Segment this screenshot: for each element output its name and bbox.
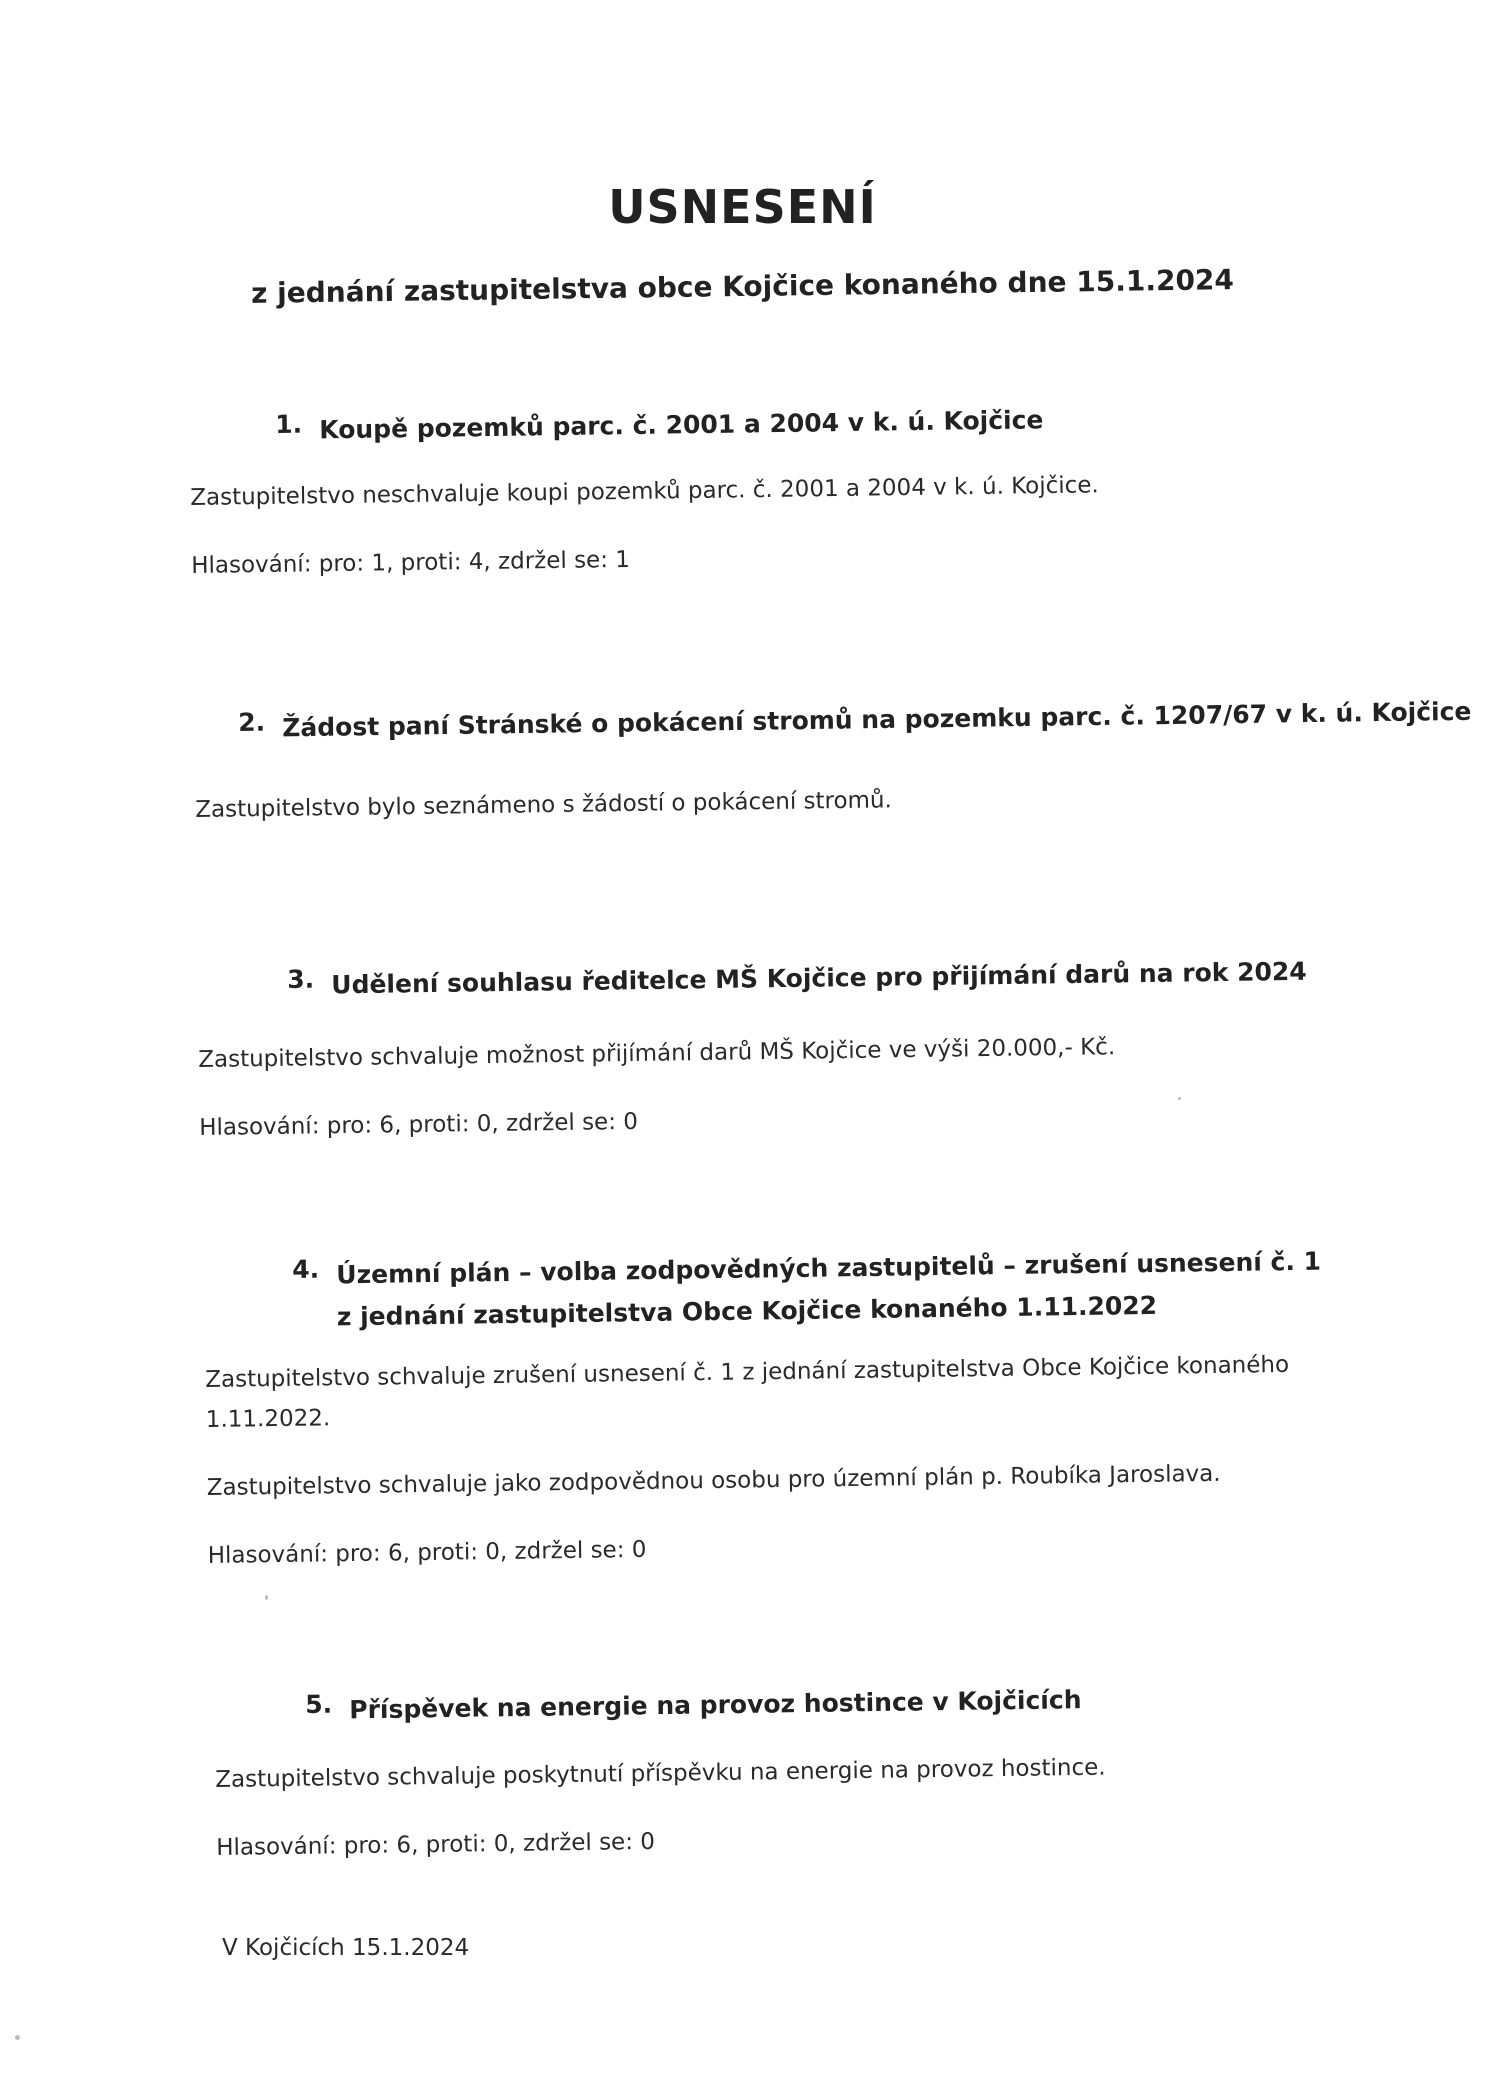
scan-speck [265,1595,268,1600]
resolution-item-5 [305,1679,1082,1732]
item-heading-text: Příspěvek na energie na provoz hostince v Kojčicích [349,1685,1082,1725]
item-paragraph: Zastupitelstvo schvaluje možnost přijímání darů MŠ Kojčice ve výši 20.000,- Kč. [198,1034,1116,1073]
item-heading-text: Udělení souhlasu ředitelce MŠ Kojčice pro přijímání darů na rok 2024 [331,956,1307,1000]
item-heading-text: Žádost paní Stránské o pokácení stromů na pozemku parc. č. 1207/67 v k. ú. Kojčice [282,696,1472,743]
item-heading-text: Územní plán – volba zodpovědných zastupitelů – zrušení usnesení č. 1 z jednání zastupitelstva Obce Kojčice konaného 1.11.2022 [336,1246,1322,1332]
item-paragraph: Zastupitelstvo schvaluje poskytnutí příspěvku na energie na provoz hostince. [215,1754,1106,1793]
resolution-item-1 [275,399,1044,452]
scan-speck [15,2035,20,2040]
resolution-item-3-body [198,1027,1116,1148]
resolution-item-2-body [195,780,892,830]
item-heading [305,1679,1082,1732]
item-number: 4. [292,1254,320,1284]
item-number: 3. [287,964,315,994]
resolution-item-1-body [190,465,1100,586]
resolution-item-3 [287,951,1307,1007]
item-number: 5. [305,1689,333,1719]
item-paragraph: Hlasování: pro: 1, proti: 4, zdržel se: 1 [191,546,631,579]
document-subtitle: z jednání zastupitelstva obce Kojčice konaného dne 15.1.2024 [250,263,1235,310]
item-heading [238,691,1472,750]
item-paragraph: Zastupitelstvo bylo seznámeno s žádostí o pokácení stromů. [195,787,893,823]
item-heading [275,399,1044,452]
item-heading-text: Koupě pozemků parc. č. 2001 a 2004 v k. ú. Kojčice [319,405,1044,445]
item-paragraph: Zastupitelstvo schvaluje zrušení usnesení č. 1 z jednání zastupitelstva Obce Kojčice konaného 1.11.2022. [205,1351,1290,1433]
item-paragraph: Hlasování: pro: 6, proti: 0, zdržel se: 0 [199,1108,639,1141]
item-paragraph: Zastupitelstvo neschvaluje koupi pozemků parc. č. 2001 a 2004 v k. ú. Kojčice. [190,472,1099,511]
resolution-item-5-body [215,1748,1107,1868]
document-title: USNESENÍ [608,180,877,234]
resolution-item-4-body [205,1344,1378,1576]
item-paragraph: Hlasování: pro: 6, proti: 0, zdržel se: 0 [207,1536,647,1569]
item-number: 2. [238,707,266,737]
place-date: V Kojčicích 15.1.2024 [222,1935,470,1961]
resolution-item-2 [238,691,1472,750]
item-heading [287,951,1307,1007]
item-heading [292,1240,1333,1339]
item-number: 1. [275,409,303,439]
item-paragraph: Hlasování: pro: 6, proti: 0, zdržel se: 0 [216,1828,656,1861]
scan-speck [1178,1097,1181,1100]
item-paragraph: Zastupitelstvo schvaluje jako zodpovědnou osobu pro územní plán p. Roubíka Jaroslava. [206,1460,1221,1501]
resolution-item-4 [292,1240,1333,1339]
